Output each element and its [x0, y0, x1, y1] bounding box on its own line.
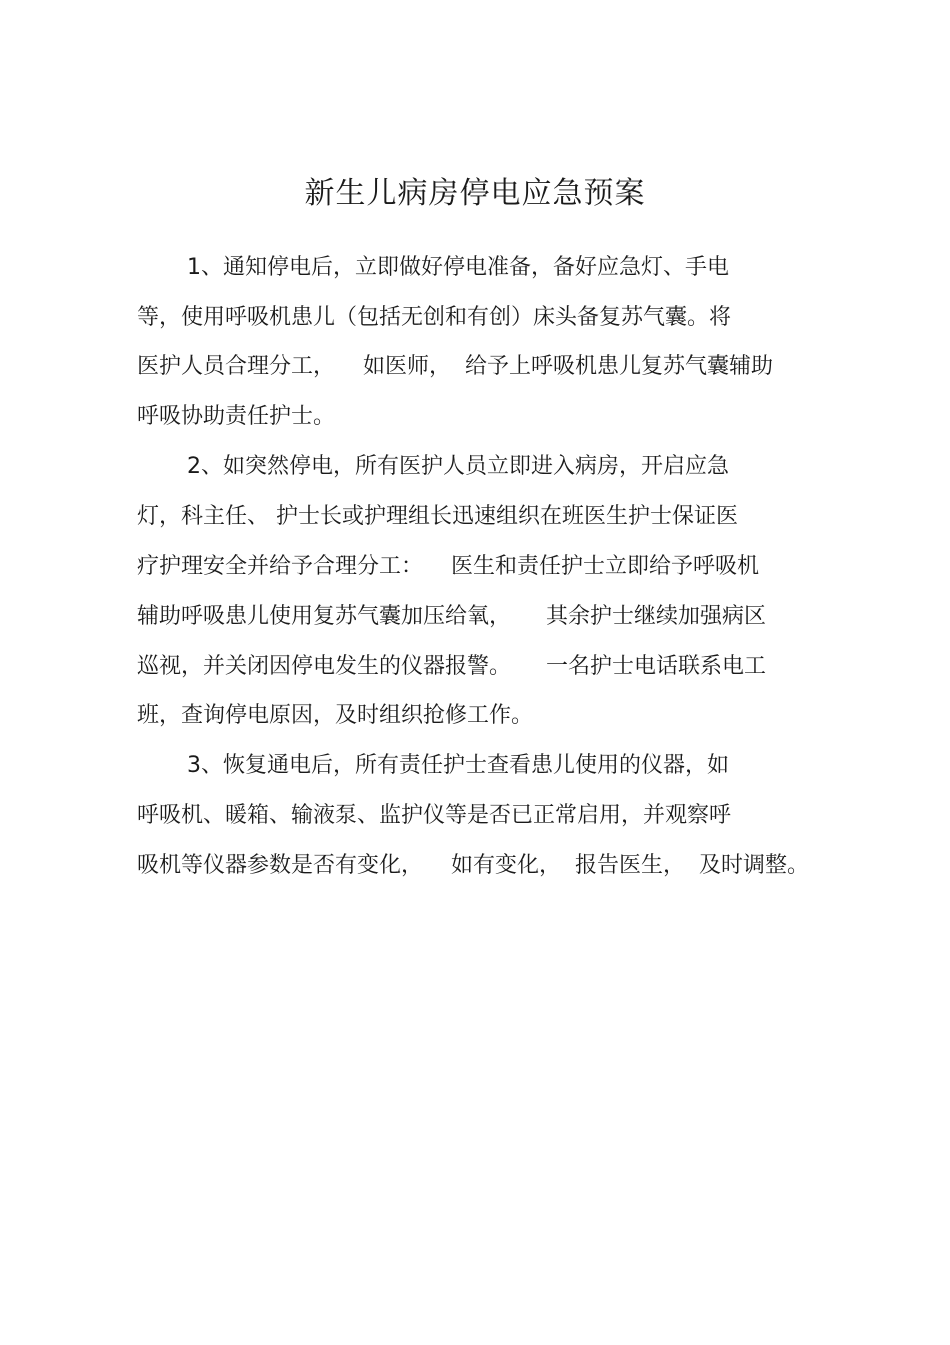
- paragraph-3-line-3: 吸机等仪器参数是否有变化， 如有变化， 报告医生， 及时调整。: [137, 853, 809, 878]
- paragraph-1-line-4: 呼吸协助责任护士。: [137, 404, 336, 429]
- paragraph-3-line-2: 呼吸机、暖箱、输液泵、监护仪等是否已正常启用，并观察呼: [137, 803, 732, 828]
- paragraph-1-line-1: 1、通知停电后，立即做好停电准备，备好应急灯、手电: [187, 255, 729, 280]
- document-title: 新生儿病房停电应急预案: [304, 176, 646, 211]
- paragraph-2-line-1: 2、如突然停电，所有医护人员立即进入病房，开启应急: [187, 454, 729, 479]
- paragraph-2-line-6: 班，查询停电原因，及时组织抢修工作。: [137, 703, 534, 728]
- paragraph-2-line-3: 疗护理安全并给予合理分工： 医生和责任护士立即给予呼吸机: [137, 554, 759, 579]
- paragraph-1-line-2: 等，使用呼吸机患儿（包括无创和有创）床头备复苏气囊。将: [137, 305, 732, 330]
- paragraph-2-line-2: 灯，科主任、 护士长或护理组长迅速组织在班医生护士保证医: [137, 504, 738, 529]
- paragraph-2-line-4: 辅助呼吸患儿使用复苏气囊加压给氧， 其余护士继续加强病区: [137, 604, 766, 629]
- paragraph-2-line-5: 巡视，并关闭因停电发生的仪器报警。 一名护士电话联系电工: [137, 654, 766, 679]
- paragraph-3-line-1: 3、恢复通电后，所有责任护士查看患儿使用的仪器，如: [187, 753, 729, 778]
- paragraph-1-line-3: 医护人员合理分工， 如医师， 给予上呼吸机患儿复苏气囊辅助: [137, 354, 773, 379]
